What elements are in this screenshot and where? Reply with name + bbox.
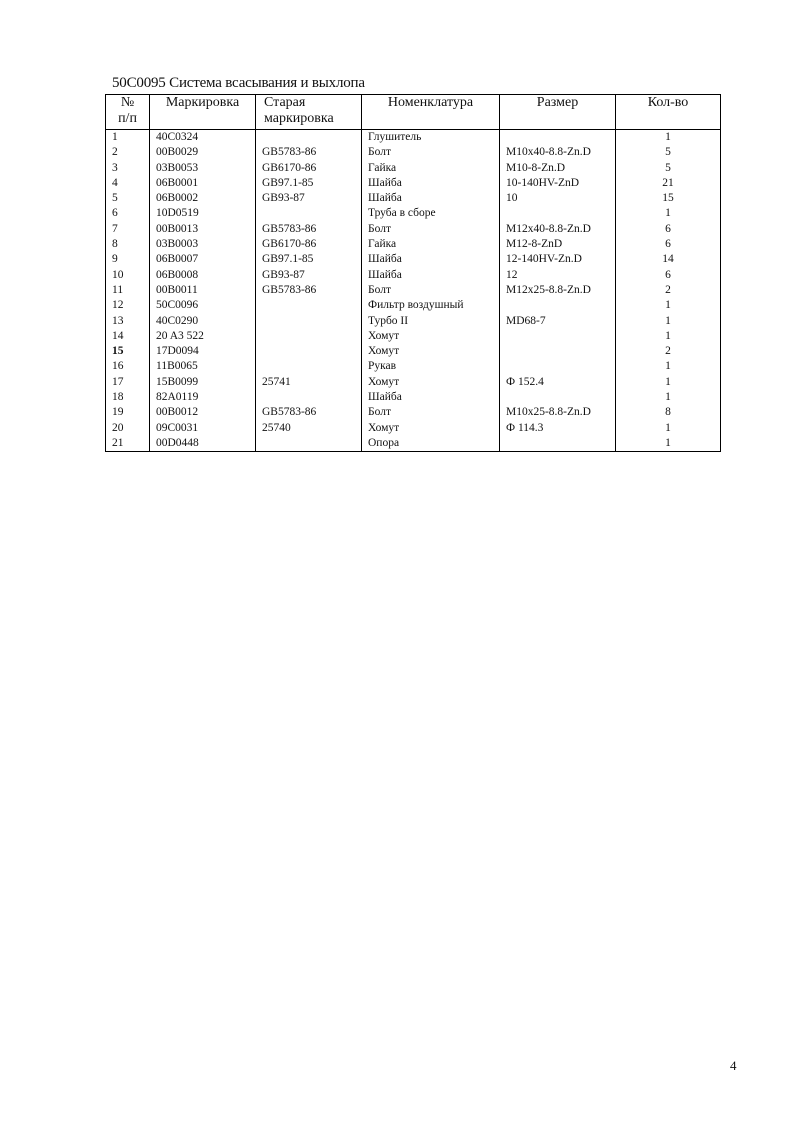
cell-number: 2 <box>106 145 150 160</box>
cell-nomenclature: Болт <box>362 283 500 298</box>
cell-marking: 00B0011 <box>150 283 256 298</box>
cell-marking: 00B0029 <box>150 145 256 160</box>
cell-size: M10x40-8.8-Zn.D <box>500 145 616 160</box>
table-row <box>106 298 721 313</box>
cell-number: 19 <box>106 405 150 420</box>
cell-marking: 06B0002 <box>150 191 256 206</box>
header-old-marking-label: Старая маркировка <box>264 95 334 126</box>
cell-size <box>500 298 616 313</box>
cell-quantity: 1 <box>616 329 721 344</box>
cell-nomenclature: Болт <box>362 222 500 237</box>
cell-quantity: 8 <box>616 405 721 420</box>
cell-size: 10 <box>500 191 616 206</box>
table-row <box>106 237 721 252</box>
cell-quantity: 1 <box>616 298 721 313</box>
cell-old-marking <box>256 436 362 452</box>
cell-number: 8 <box>106 237 150 252</box>
cell-quantity: 15 <box>616 191 721 206</box>
table-row <box>106 344 721 359</box>
table-row <box>106 436 721 452</box>
cell-marking: 40C0290 <box>150 314 256 329</box>
cell-marking: 00B0013 <box>150 222 256 237</box>
cell-quantity: 1 <box>616 375 721 390</box>
page-number: 4 <box>730 1058 737 1073</box>
cell-number: 7 <box>106 222 150 237</box>
table-row <box>106 206 721 221</box>
cell-marking: 17D0094 <box>150 344 256 359</box>
cell-number: 18 <box>106 390 150 405</box>
cell-quantity: 6 <box>616 222 721 237</box>
cell-size <box>500 130 616 146</box>
cell-marking: 50C0096 <box>150 298 256 313</box>
table-row <box>106 405 721 420</box>
cell-size <box>500 359 616 374</box>
cell-quantity: 1 <box>616 130 721 146</box>
cell-old-marking: GB97.1-85 <box>256 252 362 267</box>
table-row <box>106 191 721 206</box>
table-row <box>106 161 721 176</box>
cell-old-marking <box>256 206 362 221</box>
cell-old-marking: GB6170-86 <box>256 161 362 176</box>
header-size-label: Размер <box>536 95 579 110</box>
header-size <box>500 95 616 130</box>
table-row <box>106 390 721 405</box>
cell-size: Ф 152.4 <box>500 375 616 390</box>
cell-marking: 15B0099 <box>150 375 256 390</box>
cell-old-marking <box>256 130 362 146</box>
cell-old-marking <box>256 344 362 359</box>
cell-number: 11 <box>106 283 150 298</box>
cell-number: 17 <box>106 375 150 390</box>
cell-nomenclature: Опора <box>362 436 500 452</box>
cell-nomenclature: Шайба <box>362 268 500 283</box>
table-header-row <box>106 95 721 130</box>
cell-number: 6 <box>106 206 150 221</box>
cell-marking: 00B0012 <box>150 405 256 420</box>
cell-old-marking: GB5783-86 <box>256 222 362 237</box>
cell-number: 20 <box>106 421 150 436</box>
cell-nomenclature: Хомут <box>362 344 500 359</box>
cell-old-marking: GB93-87 <box>256 191 362 206</box>
cell-quantity: 14 <box>616 252 721 267</box>
table-row <box>106 283 721 298</box>
cell-marking: 11B0065 <box>150 359 256 374</box>
cell-old-marking: 25741 <box>256 375 362 390</box>
cell-nomenclature: Хомут <box>362 329 500 344</box>
cell-marking: 06B0001 <box>150 176 256 191</box>
header-nomenclature <box>362 95 500 130</box>
cell-old-marking <box>256 314 362 329</box>
cell-size: M12-8-ZnD <box>500 237 616 252</box>
cell-marking: 00D0448 <box>150 436 256 452</box>
table-row <box>106 252 721 267</box>
cell-number: 13 <box>106 314 150 329</box>
cell-nomenclature: Шайба <box>362 390 500 405</box>
cell-quantity: 21 <box>616 176 721 191</box>
cell-size: Ф 114.3 <box>500 421 616 436</box>
cell-number: 5 <box>106 191 150 206</box>
cell-marking: 06B0008 <box>150 268 256 283</box>
cell-old-marking: GB5783-86 <box>256 283 362 298</box>
cell-nomenclature: Гайка <box>362 237 500 252</box>
header-quantity-label: Кол-во <box>647 95 689 110</box>
cell-size: M12x40-8.8-Zn.D <box>500 222 616 237</box>
cell-size: 12-140HV-Zn.D <box>500 252 616 267</box>
table-row <box>106 268 721 283</box>
cell-nomenclature: Хомут <box>362 421 500 436</box>
cell-marking: 09C0031 <box>150 421 256 436</box>
cell-marking: 03B0003 <box>150 237 256 252</box>
cell-nomenclature: Фильтр воздушный <box>362 298 500 313</box>
cell-old-marking <box>256 329 362 344</box>
table-row <box>106 314 721 329</box>
parts-table <box>105 94 721 452</box>
cell-marking: 03B0053 <box>150 161 256 176</box>
document-title: 50C0095 Система всасывания и выхлопа <box>112 75 365 91</box>
cell-number: 10 <box>106 268 150 283</box>
cell-nomenclature: Турбо II <box>362 314 500 329</box>
cell-old-marking: GB6170-86 <box>256 237 362 252</box>
header-quantity <box>616 95 721 130</box>
cell-size <box>500 206 616 221</box>
cell-marking: 20 A3 522 <box>150 329 256 344</box>
header-marking-label: Маркировка <box>165 95 240 110</box>
cell-nomenclature: Болт <box>362 405 500 420</box>
cell-size <box>500 390 616 405</box>
cell-old-marking: GB93-87 <box>256 268 362 283</box>
cell-number: 14 <box>106 329 150 344</box>
cell-size: 12 <box>500 268 616 283</box>
cell-quantity: 1 <box>616 314 721 329</box>
cell-quantity: 1 <box>616 390 721 405</box>
cell-size <box>500 436 616 452</box>
cell-marking: 10D0519 <box>150 206 256 221</box>
cell-quantity: 1 <box>616 421 721 436</box>
header-nomenclature-label: Номенклатура <box>387 95 474 110</box>
header-number-label: № п/п <box>118 95 137 126</box>
cell-number: 4 <box>106 176 150 191</box>
cell-quantity: 6 <box>616 268 721 283</box>
header-old-marking <box>256 95 362 130</box>
cell-size: MD68-7 <box>500 314 616 329</box>
header-number <box>106 95 150 130</box>
cell-quantity: 2 <box>616 344 721 359</box>
cell-number: 16 <box>106 359 150 374</box>
cell-quantity: 6 <box>616 237 721 252</box>
cell-size: M12x25-8.8-Zn.D <box>500 283 616 298</box>
cell-old-marking: GB5783-86 <box>256 145 362 160</box>
cell-marking: 06B0007 <box>150 252 256 267</box>
cell-quantity: 5 <box>616 161 721 176</box>
cell-quantity: 5 <box>616 145 721 160</box>
table-row <box>106 375 721 390</box>
table-row <box>106 222 721 237</box>
cell-size <box>500 329 616 344</box>
table-body <box>106 130 721 452</box>
cell-old-marking: GB5783-86 <box>256 405 362 420</box>
cell-size: M10-8-Zn.D <box>500 161 616 176</box>
cell-quantity: 1 <box>616 436 721 452</box>
table-row <box>106 359 721 374</box>
cell-old-marking: GB97.1-85 <box>256 176 362 191</box>
cell-number: 12 <box>106 298 150 313</box>
header-marking <box>150 95 256 130</box>
cell-old-marking <box>256 298 362 313</box>
table-row <box>106 145 721 160</box>
cell-old-marking <box>256 359 362 374</box>
cell-nomenclature: Болт <box>362 145 500 160</box>
cell-nomenclature: Рукав <box>362 359 500 374</box>
cell-quantity: 2 <box>616 283 721 298</box>
cell-number: 9 <box>106 252 150 267</box>
cell-size: M10x25-8.8-Zn.D <box>500 405 616 420</box>
cell-nomenclature: Глушитель <box>362 130 500 146</box>
cell-nomenclature: Шайба <box>362 191 500 206</box>
cell-size: 10-140HV-ZnD <box>500 176 616 191</box>
cell-nomenclature: Хомут <box>362 375 500 390</box>
cell-old-marking <box>256 390 362 405</box>
cell-number: 3 <box>106 161 150 176</box>
table-row <box>106 421 721 436</box>
cell-size <box>500 344 616 359</box>
cell-number: 21 <box>106 436 150 452</box>
cell-number: 1 <box>106 130 150 146</box>
cell-marking: 40C0324 <box>150 130 256 146</box>
table-row <box>106 130 721 146</box>
cell-nomenclature: Шайба <box>362 252 500 267</box>
cell-marking: 82A0119 <box>150 390 256 405</box>
table-row <box>106 329 721 344</box>
cell-nomenclature: Гайка <box>362 161 500 176</box>
table-row <box>106 176 721 191</box>
cell-number: 15 <box>106 344 150 359</box>
cell-quantity: 1 <box>616 359 721 374</box>
cell-quantity: 1 <box>616 206 721 221</box>
cell-nomenclature: Труба в сборе <box>362 206 500 221</box>
cell-old-marking: 25740 <box>256 421 362 436</box>
cell-nomenclature: Шайба <box>362 176 500 191</box>
